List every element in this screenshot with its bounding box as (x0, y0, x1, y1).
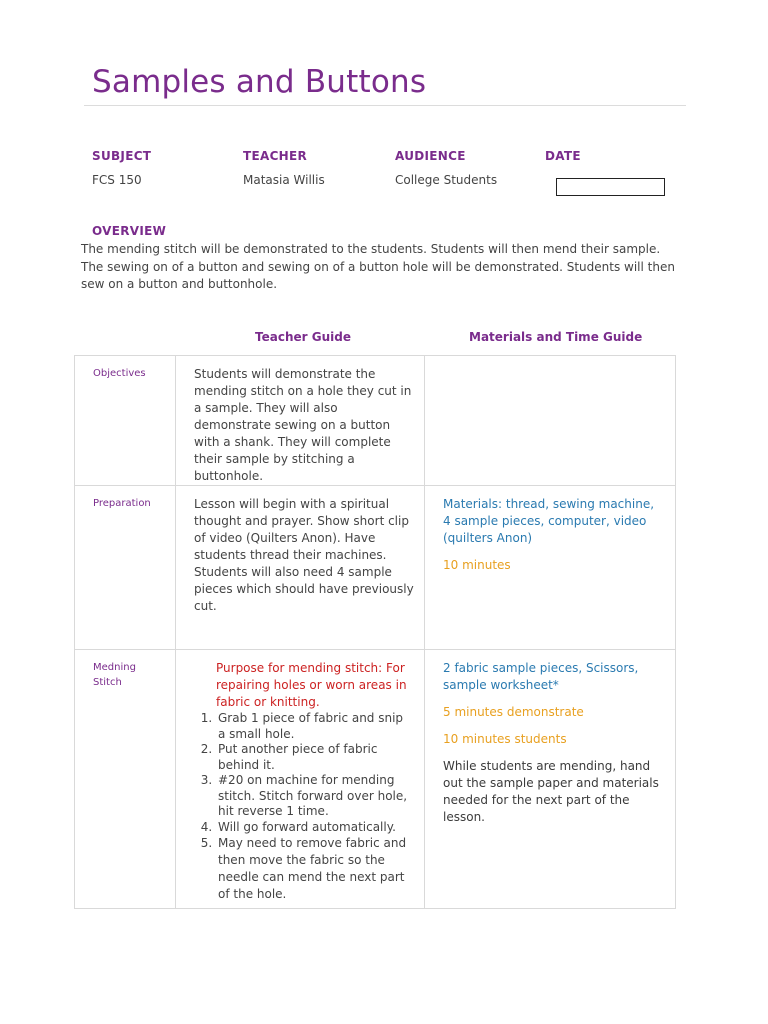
preparation-materials-text: Materials: thread, sewing machine, 4 sample pieces, computer, video (quilters Anon) (443, 497, 655, 545)
list-item: 5. May need to remove fabric and then move the fabric so the needle can mend the next part of the hole. (216, 835, 414, 903)
objectives-materials-cell (425, 356, 676, 486)
overview-label: OVERVIEW (92, 224, 167, 238)
row-label-objectives: Objectives (75, 356, 176, 486)
preparation-teacher-text: Lesson will begin with a spiritual thought and prayer. Show short clip of video (Quilters Anon). Have students thread their machines. Students will also need 4 sample pieces which should have previously cut. (176, 486, 425, 650)
page-title: Samples and Buttons (92, 64, 427, 100)
mending-materials-text: 2 fabric sample pieces, Scissors, sample worksheet* (443, 661, 639, 692)
lesson-table (74, 355, 676, 909)
list-item: 1. Grab 1 piece of fabric and snip a small hole. (216, 711, 414, 742)
subject-label: SUBJECT (92, 149, 152, 163)
date-field[interactable] (556, 178, 665, 196)
audience-value: College Students (395, 173, 498, 187)
mending-note-text: While students are mending, hand out the sample paper and materials needed for the next part of the lesson. (443, 759, 659, 824)
list-item: 2. Put another piece of fabric behind it. (216, 742, 414, 773)
list-item: 4. Will go forward automatically. (216, 820, 414, 836)
table-row-objectives (75, 356, 676, 486)
overview-text: The mending stitch will be demonstrated to the students. Students will then mend their sample. The sewing on of a button and sewing on of a button hole will be demonstrated. Students will then sew on a button and buttonhole. (81, 242, 675, 291)
list-item: 3. #20 on machine for mending stitch. Stitch forward over hole, hit reverse 1 time. (216, 773, 414, 820)
mending-materials-cell (425, 650, 676, 909)
objectives-teacher-text: Students will demonstrate the mending stitch on a hole they cut in a sample. They will also demonstrate sewing on a button with a shank. They will complete their sample by stitching a buttonhole. (176, 356, 425, 486)
mending-purpose-text: Purpose for mending stitch: For repairing holes or worn areas in fabric or knitting. (216, 661, 407, 709)
mending-teacher-cell (176, 650, 425, 909)
mending-time-demo: 5 minutes demonstrate (443, 705, 584, 719)
row-label-mending: Medning Stitch (75, 650, 176, 909)
audience-label: AUDIENCE (395, 149, 466, 163)
subject-value: FCS 150 (92, 173, 142, 187)
table-row-preparation (75, 486, 676, 650)
mending-time-students: 10 minutes students (443, 732, 567, 746)
table-row-mending (75, 650, 676, 909)
materials-guide-heading: Materials and Time Guide (469, 330, 643, 344)
preparation-time-text: 10 minutes (443, 558, 511, 572)
title-divider (84, 105, 686, 106)
mending-steps-list (194, 711, 414, 903)
date-label: DATE (545, 149, 581, 163)
preparation-materials-cell (425, 486, 676, 650)
teacher-value: Matasia Willis (243, 173, 325, 187)
teacher-guide-heading: Teacher Guide (255, 330, 351, 344)
row-label-preparation: Preparation (75, 486, 176, 650)
teacher-label: TEACHER (243, 149, 308, 163)
